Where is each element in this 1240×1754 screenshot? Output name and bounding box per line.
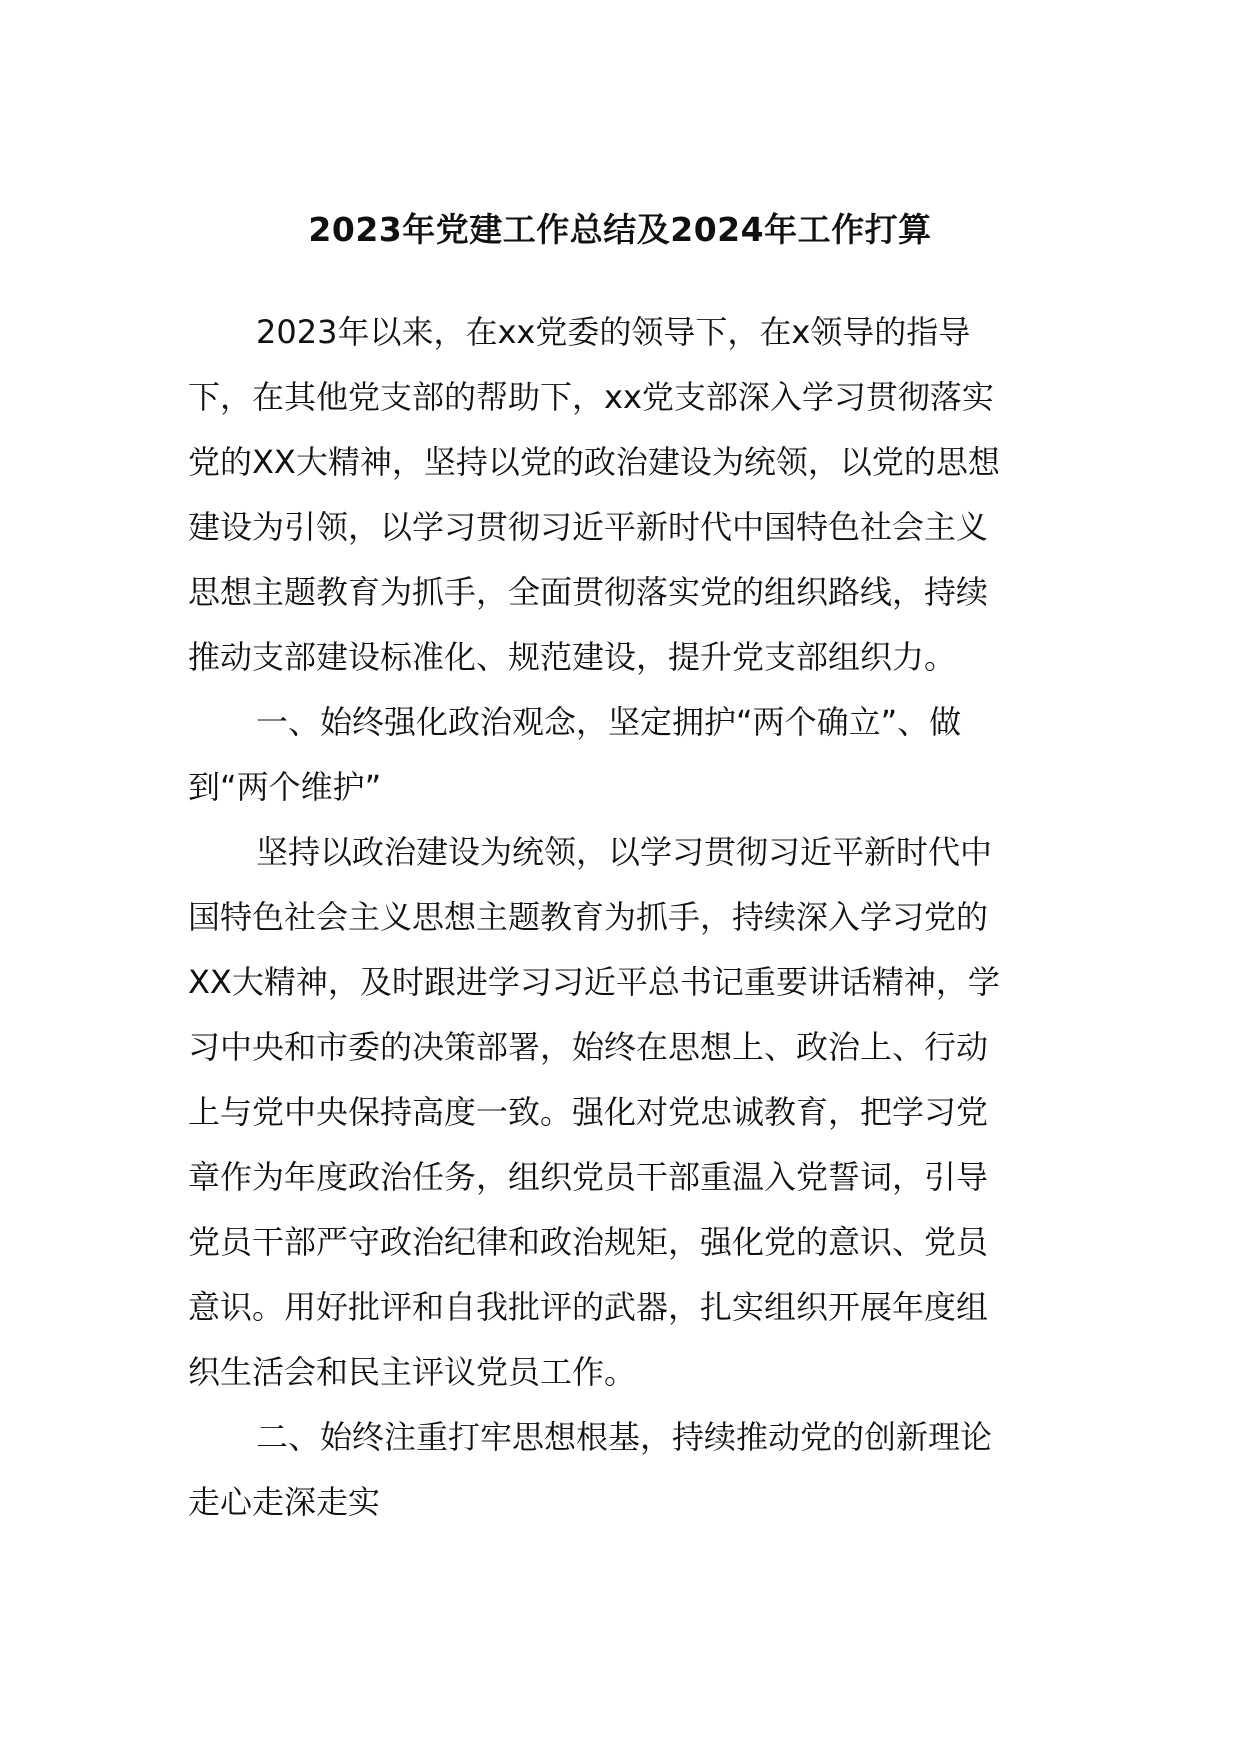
text-line: XX大精神，及时跟进学习习近平总书记重要讲话精神，学 [188,963,1000,1001]
paragraph-intro [188,300,1068,690]
text-line: 推动支部建设标准化、规范建设，提升党支部组织力。 [188,638,957,676]
text-line: 上与党中央保持高度一致。强化对党忠诚教育，把学习党 [188,1093,989,1131]
text-line: 织生活会和民主评议党员工作。 [188,1353,637,1391]
text-line: 意识。用好批评和自我批评的武器，扎实组织开展年度组 [188,1288,989,1326]
section-heading-1 [188,690,1068,820]
text-line: 2023年以来，在xx党委的领导下，在x领导的指导 [256,313,971,351]
paragraph-section-1 [188,820,1068,1405]
text-line: 章作为年度政治任务，组织党员干部重温入党誓词，引导 [188,1158,989,1196]
section-heading-2 [188,1405,1068,1535]
text-line: 习中央和市委的决策部署，始终在思想上、政治上、行动 [188,1028,989,1066]
text-line: 二、始终注重打牢思想根基，持续推动党的创新理论 [256,1418,993,1456]
document-body [188,300,1068,1535]
text-line: 建设为引领，以学习贯彻习近平新时代中国特色社会主义 [188,508,989,546]
document-title: 2023年党建工作总结及2024年工作打算 [308,210,932,249]
text-line: 国特色社会主义思想主题教育为抓手，持续深入学习党的 [188,898,989,936]
text-line: 一、始终强化政治观念，坚定拥护“两个确立”、做 [256,703,962,741]
text-line: 党员干部严守政治纪律和政治规矩，强化党的意识、党员 [188,1223,989,1261]
text-line: 下，在其他党支部的帮助下，xx党支部深入学习贯彻落实 [188,378,994,416]
text-line: 思想主题教育为抓手，全面贯彻落实党的组织路线，持续 [188,573,989,611]
text-line: 党的XX大精神，坚持以党的政治建设为统领，以党的思想 [188,443,1000,481]
text-line: 到“两个维护” [188,768,382,806]
text-line: 走心走深走实 [188,1483,381,1521]
text-line: 坚持以政治建设为统领，以学习贯彻习近平新时代中 [256,833,993,871]
